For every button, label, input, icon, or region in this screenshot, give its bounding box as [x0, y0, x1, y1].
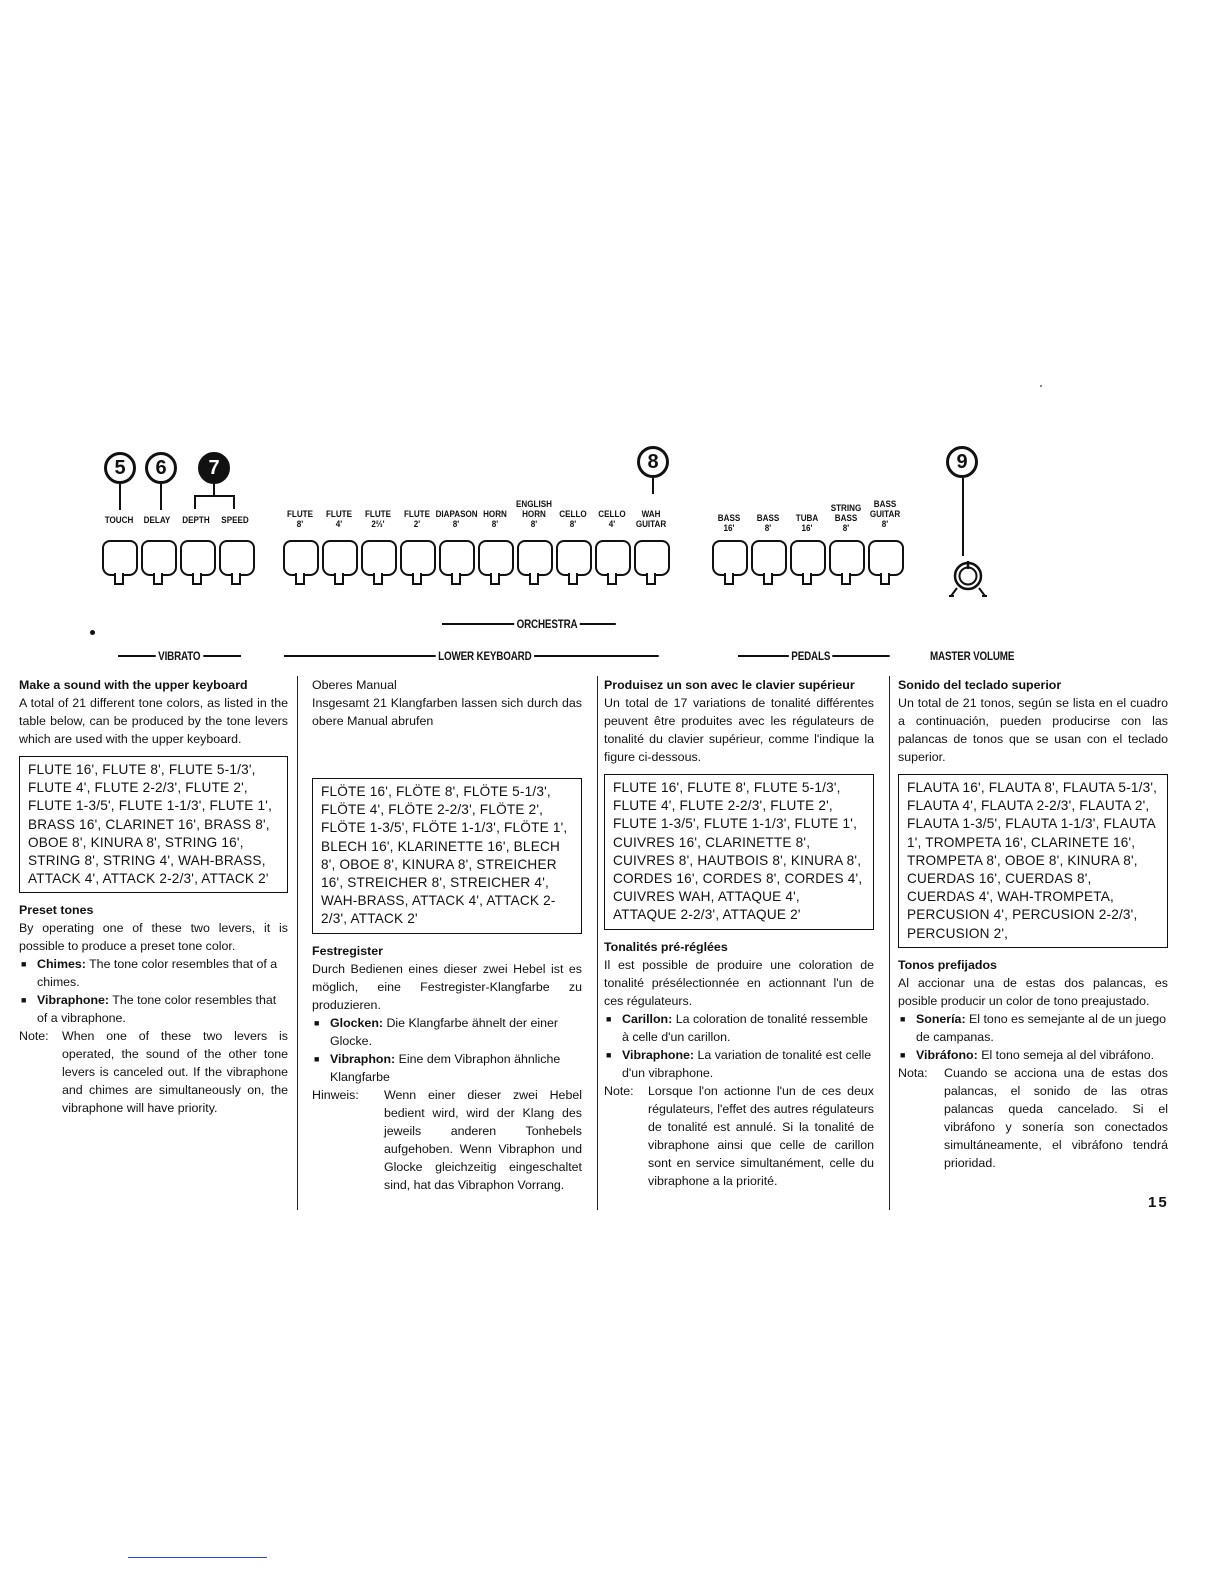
intro-text: Insgesamt 21 Klangfarben lassen sich durch das obere Manual abrufen	[312, 696, 582, 728]
bullet-glocken: ■ Glocken: Die Klangfarbe ähnelt der einer Glocke.	[312, 1014, 582, 1050]
lever-label-speed: SPEED	[221, 515, 249, 526]
section-heading: Make a sound with the upper keyboard	[19, 678, 248, 692]
tone-lever-cello-8[interactable]	[556, 540, 590, 582]
lever-label-tuba-16: TUBA 16'	[795, 513, 819, 534]
lever-label-depth: DEPTH	[182, 515, 210, 526]
section-label-vibrato: VIBRATO	[118, 649, 241, 663]
note	[604, 1082, 874, 1190]
footer-rule	[128, 1557, 267, 1558]
preset-intro: Durch Bedienen eines dieser zwei Hebel ist es möglich, eine Festregister-Klangfarbe zu produzieren.	[312, 961, 582, 1012]
tone-list: FLAUTA 16', FLAUTA 8', FLAUTA 5-1/3', FLAUTA 4', FLAUTA 2-2/3', FLAUTA 2', FLAUTA 1-3/5', FLAUTA 1-1/3', FLAUTA 1', TROMPETA 16', CLARINETE 16', TROMPETA 8', OBOE 8', KINURA 8', CUERDAS 16', CUERDAS 8', CUERDAS 4', WAH-TROMPETA, PERCUSION 4', PERCUSION 2-2/3', PERCUSION 2',	[907, 780, 1158, 941]
preset-intro: Il est possible de produire une coloration de tonalité présélectionnée en actionnant l'un de ces régulateurs.	[604, 957, 874, 1008]
tone-list: FLUTE 16', FLUTE 8', FLUTE 5-1/3', FLUTE 4', FLUTE 2-2/3', FLUTE 2', FLUTE 1-3/5', FLUTE 1-1/3', FLUTE 1', CUIVRES 16', CLARINETTE 8', CUIVRES 8', HAUTBOIS 8', KINURA 8', CORDES 16', CORDES 8', CORDES 4', CUIVRES WAH, ATTAQUE 4', ATTAQUE 2-2/3', ATTAQUE 2'	[613, 780, 863, 923]
note	[898, 1064, 1168, 1172]
tone-list: FLÖTE 16', FLÖTE 8', FLÖTE 5-1/3', FLÖTE 4', FLÖTE 2-2/3', FLÖTE 2', FLÖTE 1-3/5', FLÖTE 1-1/3', FLÖTE 1', BLECH 16', KLARINETTE 16', BLECH 8', OBOE 8', KINURA 8', STREICHER 16', STREICHER 8', STREICHER 4', WAH-BRASS, ATTACK 4', ATTACK 2-2/3', ATTACK 2'	[321, 784, 568, 927]
section-heading: Oberes Manual	[312, 678, 397, 692]
tone-lever-tuba-16[interactable]	[790, 540, 824, 582]
tone-list: FLUTE 16', FLUTE 8', FLUTE 5-1/3', FLUTE 4', FLUTE 2-2/3', FLUTE 2', FLUTE 1-3/5', FLUTE 1-1/3', FLUTE 1', BRASS 16', CLARINET 16', BRASS 8', OBOE 8', KINURA 8', STRING 16', STRING 8', STRING 4', WAH-BRASS, ATTACK 4', ATTACK 2-2/3', ATTACK 2'	[28, 762, 273, 887]
note	[19, 1027, 288, 1117]
lever-label-flute-2: FLUTE 2'	[403, 509, 431, 530]
section-label-orchestra: ORCHESTRA	[442, 617, 616, 631]
section-label-master-volume: MASTER VOLUME	[930, 649, 1015, 663]
intro-text: A total of 21 different tone colors, as listed in the table below, can be produced by the tone levers which are used with the upper keyboard.	[19, 696, 288, 746]
bullet-vibraphon: ■ Vibraphon: Eine dem Vibraphon ähnliche Klangfarbe	[312, 1050, 582, 1086]
lever-label-bass-16: BASS 16'	[717, 513, 741, 534]
tone-lever-flute-4[interactable]	[322, 540, 356, 582]
preset-intro: Al accionar una de estas dos palancas, es posible producir un color de tono preajustado.	[898, 975, 1168, 1008]
lever-label-delay: DELAY	[143, 515, 171, 526]
note-label: Note:	[19, 1029, 49, 1044]
tone-lever-flute-2[interactable]	[400, 540, 434, 582]
note-text: When one of these two levers is operated, the sound of the other tone levers is canceled out. If the vibraphone and chimes are simultaneously on, the vibraphone will have priority.	[62, 1029, 288, 1116]
bullet-vibrafono: ■ Vibráfono: El tono semeja al del vibráfono.	[898, 1046, 1168, 1064]
lever-label-cello-4: CELLO 4'	[598, 509, 626, 530]
tone-lever-cello-4[interactable]	[595, 540, 629, 582]
column-german	[312, 676, 582, 1194]
tone-lever-flute-8[interactable]	[283, 540, 317, 582]
tone-lever-bass-16[interactable]	[712, 540, 746, 582]
section-label-pedals: PEDALS	[738, 649, 890, 663]
lever-label-wah-guitar: WAH GUITAR	[635, 509, 667, 530]
bullet-carillon: ■ Carillon: La coloration de tonalité ressemble à celle d'un carillon.	[604, 1010, 874, 1046]
bullet-soneria: ■ Sonería: El tono es semejante al de un juego de campanas.	[898, 1010, 1168, 1046]
intro-text: Un total de 17 variations de tonalité différentes peuvent être produites avec les régulateurs de tonalité du clavier supérieur, comme l'indique la figure ci-dessous.	[604, 696, 874, 764]
preset-heading: Tonos prefijados	[898, 957, 997, 972]
lever-label-flute-2-2-3: FLUTE 2⅔'	[364, 509, 392, 530]
lever-label-bass-guitar-8: BASS GUITAR 8'	[869, 499, 901, 530]
tone-lever-diapason-8[interactable]	[439, 540, 473, 582]
tone-lever-english-horn-8[interactable]	[517, 540, 551, 582]
lever-label-flute-8: FLUTE 8'	[286, 509, 314, 530]
tone-lever-speed[interactable]	[219, 540, 253, 582]
marker-9: 9	[946, 446, 978, 478]
note	[312, 1086, 582, 1194]
bullet-vibraphone: ■ Vibraphone: The tone color resembles that of a vibraphone.	[19, 991, 288, 1027]
tone-lever-bass-guitar-8[interactable]	[868, 540, 902, 582]
tone-lever-delay[interactable]	[141, 540, 175, 582]
tone-lever-string-bass-8[interactable]	[829, 540, 863, 582]
preset-heading: Tonalités pré-réglées	[604, 939, 728, 954]
section-label-lower-keyboard: LOWER KEYBOARD	[284, 649, 659, 663]
section-heading: Produisez un son avec le clavier supérieur	[604, 678, 855, 692]
lever-label-bass-8: BASS 8'	[756, 513, 780, 534]
note-label: Note:	[604, 1083, 634, 1098]
stray-speck	[1040, 385, 1042, 387]
marker-8: 8	[637, 446, 669, 478]
lever-label-cello-8: CELLO 8'	[559, 509, 587, 530]
tone-list-box	[898, 774, 1168, 948]
tone-lever-depth[interactable]	[180, 540, 214, 582]
lever-label-touch: TOUCH	[104, 515, 134, 526]
marker-5: 5	[104, 452, 136, 484]
bullet-chimes: ■ Chimes: The tone color resembles that of a chimes.	[19, 955, 288, 991]
note-text: Wenn einer dieser zwei Hebel bedient wird, wird der Klang des jeweils anderen Tonhebels aufgehoben. Wenn Vibraphon und Glocke gleichzeitig eingeschaltet sind, hat das Vibraphon Vorrang.	[384, 1087, 582, 1192]
preset-heading: Preset tones	[19, 903, 94, 918]
column-divider	[297, 676, 298, 1210]
column-french	[604, 676, 874, 1190]
tone-list-box	[312, 778, 582, 934]
lever-label-string-bass-8: STRING BASS 8'	[830, 503, 862, 534]
tone-list-box	[19, 756, 288, 893]
column-spanish	[898, 676, 1168, 1172]
marker-7: 7	[198, 452, 230, 484]
tone-lever-flute-2-2-3[interactable]	[361, 540, 395, 582]
lever-label-diapason-8: DIAPASON 8'	[435, 509, 478, 530]
section-heading: Sonido del teclado superior	[898, 678, 1062, 692]
tone-list-box	[604, 774, 874, 930]
tone-lever-wah-guitar[interactable]	[634, 540, 668, 582]
note-label: Hinweis:	[312, 1087, 359, 1102]
page-number: 15	[1148, 1194, 1169, 1211]
tone-lever-touch[interactable]	[102, 540, 136, 582]
tone-lever-bass-8[interactable]	[751, 540, 785, 582]
intro-text: Un total de 21 tonos, según se lista en el cuadro a continuación, pueden producirse con las palancas de tonos que se usan con el teclado superior.	[898, 696, 1168, 764]
note-text: Cuando se acciona una de estas dos palancas, el sonido de las otras palancas queda cancelado. Si el vibráfono y sonería son conectados simultáneamente, el vibráfono tendrá prioridad.	[944, 1065, 1168, 1170]
lever-label-flute-4: FLUTE 4'	[325, 509, 353, 530]
preset-heading: Festregister	[312, 943, 383, 958]
column-divider	[597, 676, 598, 1210]
tone-lever-horn-8[interactable]	[478, 540, 512, 582]
master-volume-knob[interactable]	[946, 556, 990, 600]
column-divider	[889, 676, 890, 1210]
bullet-vibraphone: ■ Vibraphone: La variation de tonalité est celle d'un vibraphone.	[604, 1046, 874, 1082]
note-text: Lorsque l'on actionne l'un de ces deux régulateurs, l'effet des autres régulateurs de tonalité est annulé. Si la tonalité de vibraphone ainsi que celle de carillon sont en service simultanément, celle du vibraphone a la priorité.	[648, 1083, 874, 1188]
marker-6: 6	[145, 452, 177, 484]
lever-label-english-horn-8: ENGLISH HORN 8'	[516, 499, 552, 530]
stray-dot	[90, 630, 95, 635]
preset-intro: By operating one of these two levers, it is possible to produce a preset tone color.	[19, 921, 288, 954]
column-english	[19, 676, 288, 1117]
note-label: Nota:	[898, 1065, 928, 1080]
lever-label-horn-8: HORN 8'	[483, 509, 507, 530]
